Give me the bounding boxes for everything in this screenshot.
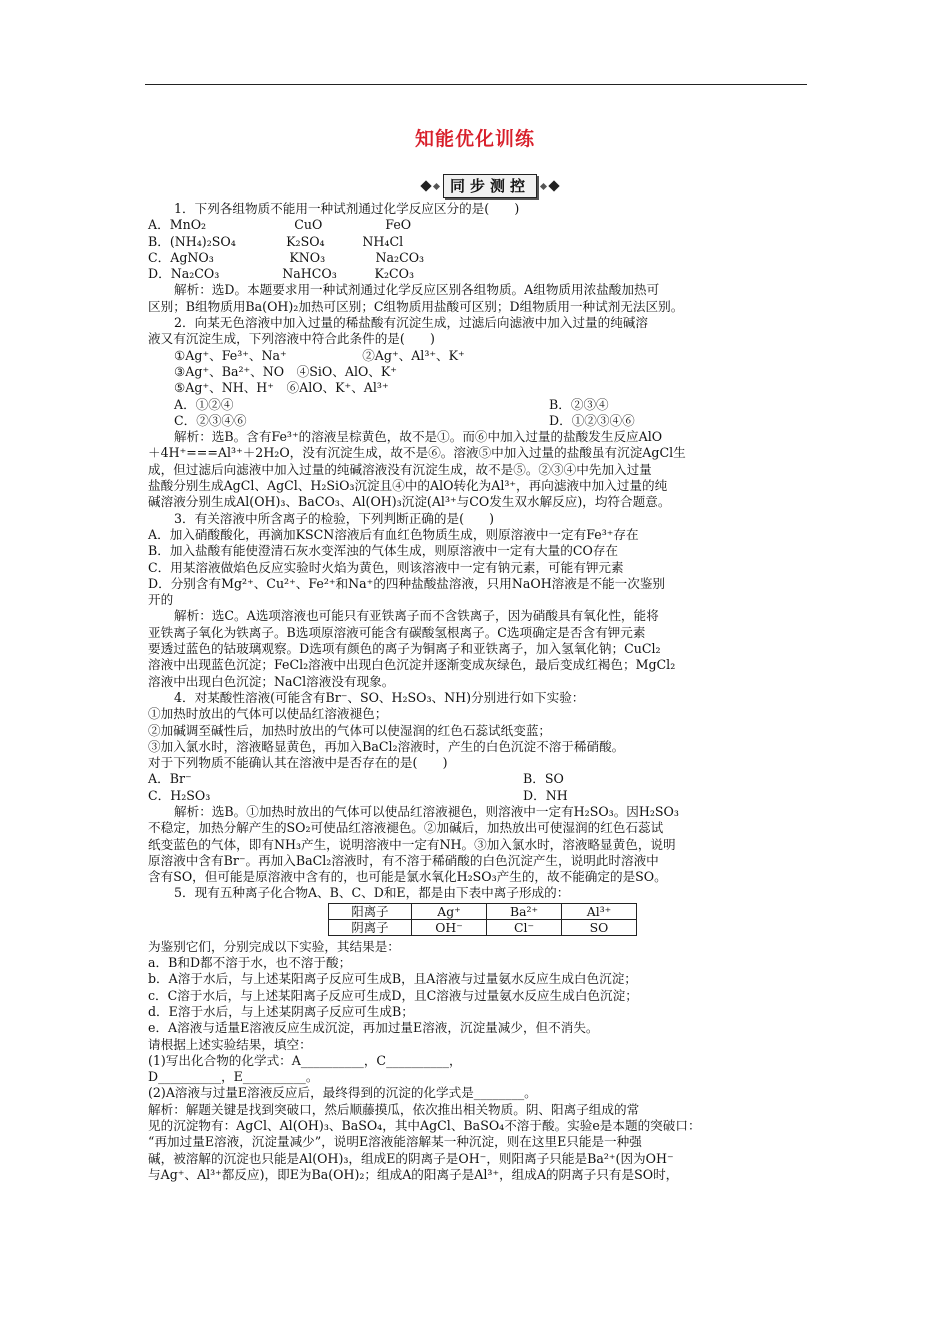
header-rule [145,84,807,85]
page-title: 知能优化训练 [414,128,535,150]
text-line: c．C溶于水后，与上述某阳离子反应可生成D，且C溶液与过量氨水反应生成白色沉淀； [148,987,638,1003]
text-line: 盐酸分别生成AgCl、AgCl、H₂SiO₃沉淀且④中的AlO转化为Al³⁺，再向滤液中加入过量的纯 [148,478,668,494]
text-line: 解析：选D。本题要求用一种试剂通过化学反应区别各组物质。A组物质用浓盐酸加热可 [174,282,660,298]
text-line: 开的 [148,592,174,608]
table-cell: OH⁻ [412,919,487,935]
section-banner [390,174,590,198]
text-line: 解析：选B。含有Fe³⁺的溶液呈棕黄色，故不是①。而⑥中加入过量的盐酸发生反应AlO [174,429,663,445]
text-line: “再加过量E溶液，沉淀量减少”，说明E溶液能溶解某一种沉淀，则在这里E只能是一种强 [148,1134,642,1150]
text-line: D．Na₂CO₃ NaHCO₃ K₂CO₃ [148,266,415,282]
text-line: 碱溶液分别生成Al(OH)₃、BaCO₃、Al(OH)₃沉淀(Al³⁺与CO发生双水解反应)，均符合题意。 [148,494,671,510]
table-row-header: 阳离子 [329,903,412,919]
option-row [148,788,808,804]
text-line: 见的沉淀物有：AgCl、Al(OH)₃、BaSO₄，其中AgCl、BaSO₄不溶于酸。实验e是本题的突破口： [148,1118,701,1134]
text-line: 与Ag⁺、Al³⁺都反应)，即E为Ba(OH)₂；组成A的阳离子是Al³⁺，组成A的阴离子只有是SO时， [148,1166,679,1182]
table-cell: Ag⁺ [412,903,487,919]
banner-label: 同步测控 [443,174,537,198]
table-cell: Al³⁺ [562,903,637,919]
table-cell: SO [562,919,637,935]
option-row [148,771,808,787]
text-line: ①加热时放出的气体可以使品红溶液褪色； [148,706,388,722]
diamond-icon [433,182,440,189]
text-line: 2．向某无色溶液中加入过量的稀盐酸有沉淀生成，过滤后向滤液中加入过量的纯碱溶 [174,315,648,331]
text-line: 溶液中出现蓝色沉淀；FeCl₂溶液中出现白色沉淀并逐渐变成灰绿色，最后变成红褐色；MgCl₂ [148,657,676,673]
text-line: 纸变蓝色的气体，即有NH₃产生，说明溶液中一定有NH。③加入氯水时，溶液略显黄色，说明 [148,836,676,852]
text-line: A．加入硝酸酸化，再滴加KSCN溶液后有血红色物质生成，则原溶液中一定有Fe³⁺存在 [148,526,639,542]
text-line: 溶液中出现白色沉淀；NaCl溶液没有现象。 [148,673,395,689]
text-line: 解析：选C。A选项溶液也可能只有亚铁离子而不含铁离子，因为硝酸具有氧化性，能将 [174,608,659,624]
text-line: 请根据上述实验结果，填空： [148,1036,312,1052]
text-line: 5．现有五种离子化合物A、B、C、D和E，都是由下表中离子形成的： [174,885,570,901]
text-line: D．分别含有Mg²⁺、Cu²⁺、Fe²⁺和Na⁺的四种盐酸盐溶液，只用NaOH溶液是不能一次鉴别 [148,575,666,591]
text-line: 液又有沉淀生成，下列溶液中符合此条件的是( ) [148,331,435,347]
ion-table [328,903,637,936]
text-line: 不稳定，加热分解产生的SO₂可使品红溶液褪色。②加碱后，加热放出可使湿润的红色石蕊试 [148,820,664,836]
option-left: A．Br⁻ [148,771,192,787]
text-line: (1)写出化合物的化学式：A__________，C__________， [148,1052,462,1068]
text-line: ①Ag⁺、Fe³⁺、Na⁺ ②Ag⁺、Al³⁺、K⁺ [174,347,465,363]
table-cell: Ba²⁺ [487,903,562,919]
table-row-header: 阴离子 [329,919,412,935]
text-line: ⑤Ag⁺、NH、H⁺ ⑥AlO、K⁺、Al³⁺ [174,380,389,396]
option-right: D．①②③④⑥ [549,412,635,428]
text-line: 1．下列各组物质不能用一种试剂通过化学反应区分的是( ) [174,201,520,216]
text-line: C．AgNO₃ KNO₃ Na₂CO₃ [148,249,425,265]
option-left: C．②③④⑥ [174,412,247,428]
diamond-icon [540,182,547,189]
text-line: 4．对某酸性溶液(可能含有Br⁻、SO、H₂SO₃、NH)分别进行如下实验： [174,689,585,705]
table-row [329,919,637,935]
text-line: ＋4H⁺===Al³⁺＋2H₂O，没有沉淀生成，故不是⑥。溶液⑤中加入过量的盐酸虽有沉淀AgCl生 [148,445,686,461]
option-right: B．SO [523,771,564,787]
text-line: (2)A溶液与过量E溶液反应后，最终得到的沉淀的化学式是________。 [148,1085,537,1101]
diamond-icon [420,180,431,191]
text-line: 成，但过滤后向滤液中加入过量的纯碱溶液没有沉淀生成，故不是⑤。②③④中先加入过量 [148,461,652,477]
table-row [329,903,637,919]
text-line: ③加入氯水时，溶液略显黄色，再加入BaCl₂溶液时，产生的白色沉淀不溶于稀硝酸。 [148,738,625,754]
option-left: A．①②④ [174,396,234,412]
text-line: C．用某溶液做焰色反应实验时火焰为黄色，则该溶液中一定有钠元素，可能有钾元素 [148,559,624,575]
text-line: A．MnO₂ CuO FeO [148,217,412,233]
option-left: C．H₂SO₃ [148,787,211,803]
document-body [148,201,808,1183]
text-line: 解析：解题关键是找到突破口，然后顺藤摸瓜，依次推出相关物质。阴、阳离子组成的常 [148,1101,640,1117]
text-line: 原溶液中含有Br⁻。再加入BaCl₂溶液时，有不溶于稀硝酸的白色沉淀产生，说明此时溶液中 [148,852,659,868]
text-line: 含有SO，但可能是原溶液中含有的，也可能是氯水氧化H₂SO₃产生的，故不能确定的是SO。 [148,869,667,885]
text-line: B．(NH₄)₂SO₄ K₂SO₄ NH₄Cl [148,233,404,249]
option-row [148,413,808,429]
text-line: b．A溶于水后，与上述某阳离子反应可生成B，且A溶液与过量氨水反应生成白色沉淀； [148,971,637,987]
text-line: 对于下列物质不能确认其在溶液中是否存在的是( ) [148,755,448,771]
text-line: 解析：选B。①加热时放出的气体可以使品红溶液褪色，则溶液中一定有H₂SO₃。因H₂SO₃ [174,803,679,819]
text-line: 3．有关溶液中所含离子的检验，下列判断正确的是( ) [174,510,495,526]
text-line: 亚铁离子氧化为铁离子。B选项原溶液可能含有碳酸氢根离子。C选项确定是否含有钾元素 [148,624,646,640]
option-right: B．②③④ [549,396,609,412]
text-line: 碱，被溶解的沉淀也只能是Al(OH)₃，组成E的阴离子是OH⁻，则阳离子只能是Ba²⁺(因为OH⁻ [148,1150,674,1166]
text-line: d．E溶于水后，与上述某阴离子反应可生成B； [148,1003,414,1019]
text-line: ②加碱调至碱性后，加热时放出的气体可以使湿润的红色石蕊试纸变蓝； [148,722,551,738]
option-right: D．NH [523,787,568,803]
text-line: 要透过蓝色的钴玻璃观察。D选项有颜色的离子为铜离子和亚铁离子，加入氢氧化钠；CuCl₂ [148,641,661,657]
text-line: 区别；B组物质用Ba(OH)₂加热可区别；C组物质用盐酸可区别；D组物质用一种试剂无法区别。 [148,298,684,314]
text-line: a．B和D都不溶于水，也不溶于酸； [148,955,352,971]
text-line: e．A溶液与适量E溶液反应生成沉淀，再加过量E溶液，沉淀量减少，但不消失。 [148,1020,599,1036]
text-line: B．加入盐酸有能使澄清石灰水变浑浊的气体生成，则原溶液中一定有大量的CO存在 [148,543,618,559]
option-row [148,397,808,413]
table-cell: Cl⁻ [487,919,562,935]
text-line: 为鉴别它们，分别完成以下实验，其结果是： [148,938,400,954]
diamond-icon [548,180,559,191]
text-line: D__________，E__________。 [148,1069,319,1085]
text-line: ③Ag⁺、Ba²⁺、NO ④SiO、AlO、K⁺ [174,363,397,379]
